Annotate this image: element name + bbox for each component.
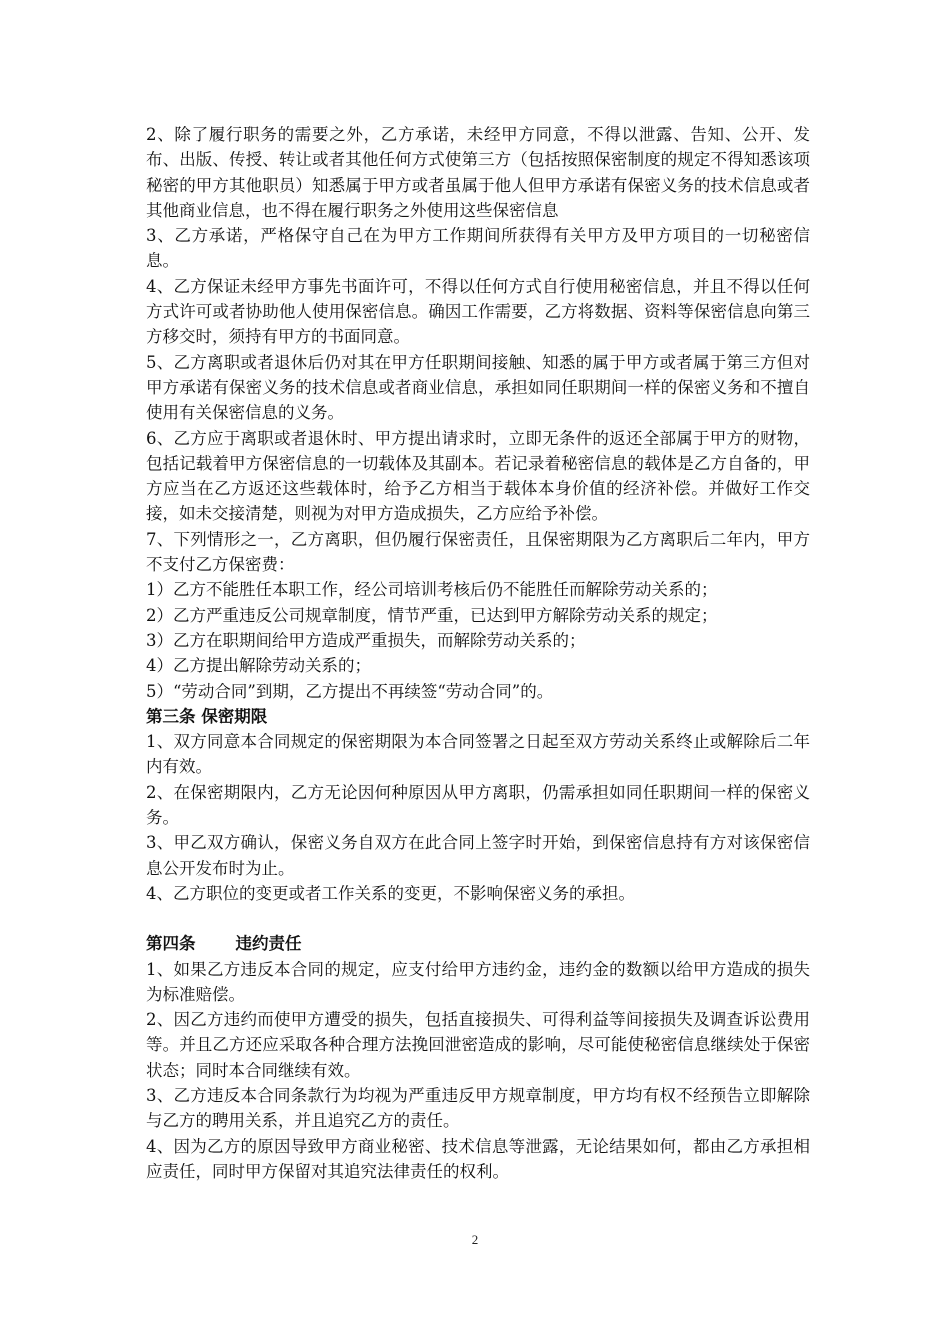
section-3-clause-3: 3、甲乙双方确认，保密义务自双方在此合同上签字时开始，到保密信息持有方对该保密信息公开发布时为止。 — [146, 833, 810, 878]
document-body — [146, 122, 810, 1184]
clause-7-item-3: 3）乙方在职期间给甲方造成严重损失，而解除劳动关系的； — [146, 630, 586, 650]
clause-7: 7、下列情形之一，乙方离职，但仍履行保密责任，且保密期限为乙方离职后二年内，甲方不支付乙方保密费： — [146, 529, 810, 575]
section-4-clause-4: 4、因为乙方的原因导致甲方商业秘密、技术信息等泄露，无论结果如何，都由乙方承担相应责任，同时甲方保留对其追究法律责任的权利。 — [146, 1136, 810, 1181]
page-number: 2 — [471, 1232, 479, 1247]
clause-7-item-1: 1）乙方不能胜任本职工作，经公司培训考核后仍不能胜任而解除劳动关系的； — [146, 580, 718, 600]
clause-2: 2、除了履行职务的需要之外，乙方承诺，未经甲方同意，不得以泄露、告知、公开、发布、出版、传授、转让或者其他任何方式使第三方（包括按照保密制度的规定不得知悉该项秘密的甲方其他职员）知悉属于甲方或者虽属于他人但甲方承诺有保密义务的技术信息或者其他商业信息，也不得在履行职务之外使用这些保密信息 — [146, 125, 810, 220]
section-4-number: 第四条 — [146, 934, 196, 954]
clause-4: 4、乙方保证未经甲方事先书面许可，不得以任何方式自行使用秘密信息，并且不得以任何方式许可或者协助他人使用保密信息。确因工作需要，乙方将数据、资料等保密信息向第三方移交时，须持有甲方的书面同意。 — [146, 276, 810, 347]
section-3-heading: 第三条 保密期限 — [146, 706, 268, 726]
clause-7-item-4: 4）乙方提出解除劳动关系的； — [146, 656, 371, 676]
section-4-clause-1: 1、如果乙方违反本合同的规定，应支付给甲方违约金，违约金的数额以给甲方造成的损失为标准赔偿。 — [146, 959, 810, 1004]
clause-3: 3、乙方承诺，严格保守自己在为甲方工作期间所获得有关甲方及甲方项目的一切秘密信息。 — [146, 226, 810, 271]
clause-7-item-2: 2）乙方严重违反公司规章制度，情节严重，已达到甲方解除劳动关系的规定； — [146, 605, 718, 625]
section-4-heading — [146, 931, 810, 956]
blank-line — [146, 906, 810, 931]
section-4-title: 违约责任 — [235, 934, 302, 954]
clause-5: 5、乙方离职或者退休后仍对其在甲方任职期间接触、知悉的属于甲方或者属于第三方但对甲方承诺有保密义务的技术信息或者商业信息，承担如同任职期间一样的保密义务和不擅自使用有关保密信息的义务。 — [146, 352, 810, 423]
section-4-clause-3: 3、乙方违反本合同条款行为均视为严重违反甲方规章制度，甲方均有权不经预告立即解除与乙方的聘用关系，并且追究乙方的责任。 — [146, 1085, 810, 1131]
section-4-clause-2: 2、因乙方违约而使甲方遭受的损失，包括直接损失、可得利益等间接损失及调查诉讼费用等。并且乙方还应采取各种合理方法挽回泄密造成的影响，尽可能使秘密信息继续处于保密状态；同时本合同继续有效。 — [146, 1010, 810, 1080]
section-3-clause-1: 1、双方同意本合同规定的保密期限为本合同签署之日起至双方劳动关系终止或解除后二年内有效。 — [146, 732, 810, 777]
clause-7-item-5: 5）“劳动合同”到期，乙方提出不再续签“劳动合同”的。 — [146, 681, 554, 701]
section-3-clause-4: 4、乙方职位的变更或者工作关系的变更，不影响保密义务的承担。 — [146, 883, 635, 903]
section-3-clause-2: 2、在保密期限内，乙方无论因何种原因从甲方离职，仍需承担如同任职期间一样的保密义务。 — [146, 782, 810, 828]
clause-6: 6、乙方应于离职或者退休时、甲方提出请求时，立即无条件的返还全部属于甲方的财物，包括记载着甲方保密信息的一切载体及其副本。若记录着秘密信息的载体是乙方自备的，甲方应当在乙方返还这些载体时，给予乙方相当于载体本身价值的经济补偿。并做好工作交接，如未交接清楚，则视为对甲方造成损失，乙方应给予补偿。 — [146, 428, 810, 524]
